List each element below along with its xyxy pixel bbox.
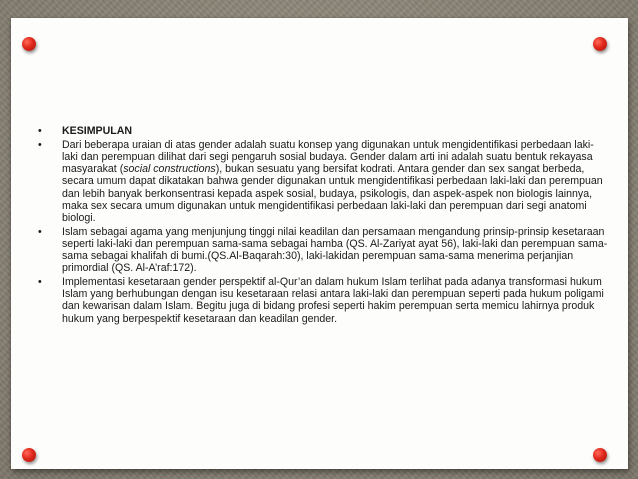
summary-text-part1: Dari beberapa uraian di atas gender adalah suatu konsep yang digunakan untuk mengidentifikasi perbedaan laki-laki dan perempuan dilihat dari segi pengaruh sosial budaya. Gender dalam arti ini adalah suatu bentuk rekayasa masyarakat ( (62, 138, 594, 176)
bullet-icon: • (38, 275, 42, 288)
summary-text-part2: ), bukan sesuatu yang bersifat kodrati. Antara gender dan sex sangat berbeda, secara umum dapat dikatakan bahwa gender digunakan untuk mengidentifikasi perbedaan laki-laki dan perempuan dan lebih banyak berkonsentrasi kepada aspek sosial, budaya, psikologis, dan aspek-aspek non biologis lainnya, maka sex secara umum digunakan untuk mengidentifikasi perbedaan laki-laki dan perempuan dari segi anatomi biologi. (62, 163, 603, 224)
implementation-text: Implementasi kesetaraan gender perspektif al-Qur’an dalam hukum Islam terlihat pada adanya transformasi hukum Islam yang berhubungan dengan isu kesetaraan relasi antara laki-laki dan perempuan seperti pada hukum poligami dan kewarisan dalam Islam. Begitu juga di bidang profesi seperti hakim perempuan serta memicu lahirnya produk hukum yang berpespektif kesetaraan dan keadilan gender. (62, 275, 604, 325)
section-heading: KESIMPULAN (62, 125, 133, 137)
bullet-icon: • (38, 225, 42, 238)
slide-paper (11, 18, 628, 469)
summary-text-italic: social constructions (123, 163, 216, 176)
principles-text: Islam sebagai agama yang menjunjung tinggi nilai keadilan dan persamaan mengandung prinsip-prinsip kesetaraan seperti laki-laki dan perempuan sama-sama sebagai hamba (QS. Al-Zariyat ayat 56), laki-laki dan perempuan sama-sama sebagai khalifah di bumi.(QS.Al-Baqarah:30), laki-lakidan perempuan sama-sama menerima perjanjian primordial (QS. Al-A’raf:172). (62, 225, 608, 275)
list-item-heading (11, 125, 628, 137)
pin-icon-bottom-right (593, 448, 607, 462)
bullet-icon: • (38, 125, 42, 137)
pin-icon-top-right (593, 37, 607, 51)
list-item-principles (11, 226, 628, 275)
bullet-icon: • (38, 138, 42, 151)
list-item-summary (11, 139, 628, 224)
pin-icon-top-left (22, 37, 36, 51)
slide-content (11, 125, 628, 326)
list-item-implementation (11, 276, 628, 325)
pin-icon-bottom-left (22, 448, 36, 462)
bullet-list (11, 125, 628, 325)
